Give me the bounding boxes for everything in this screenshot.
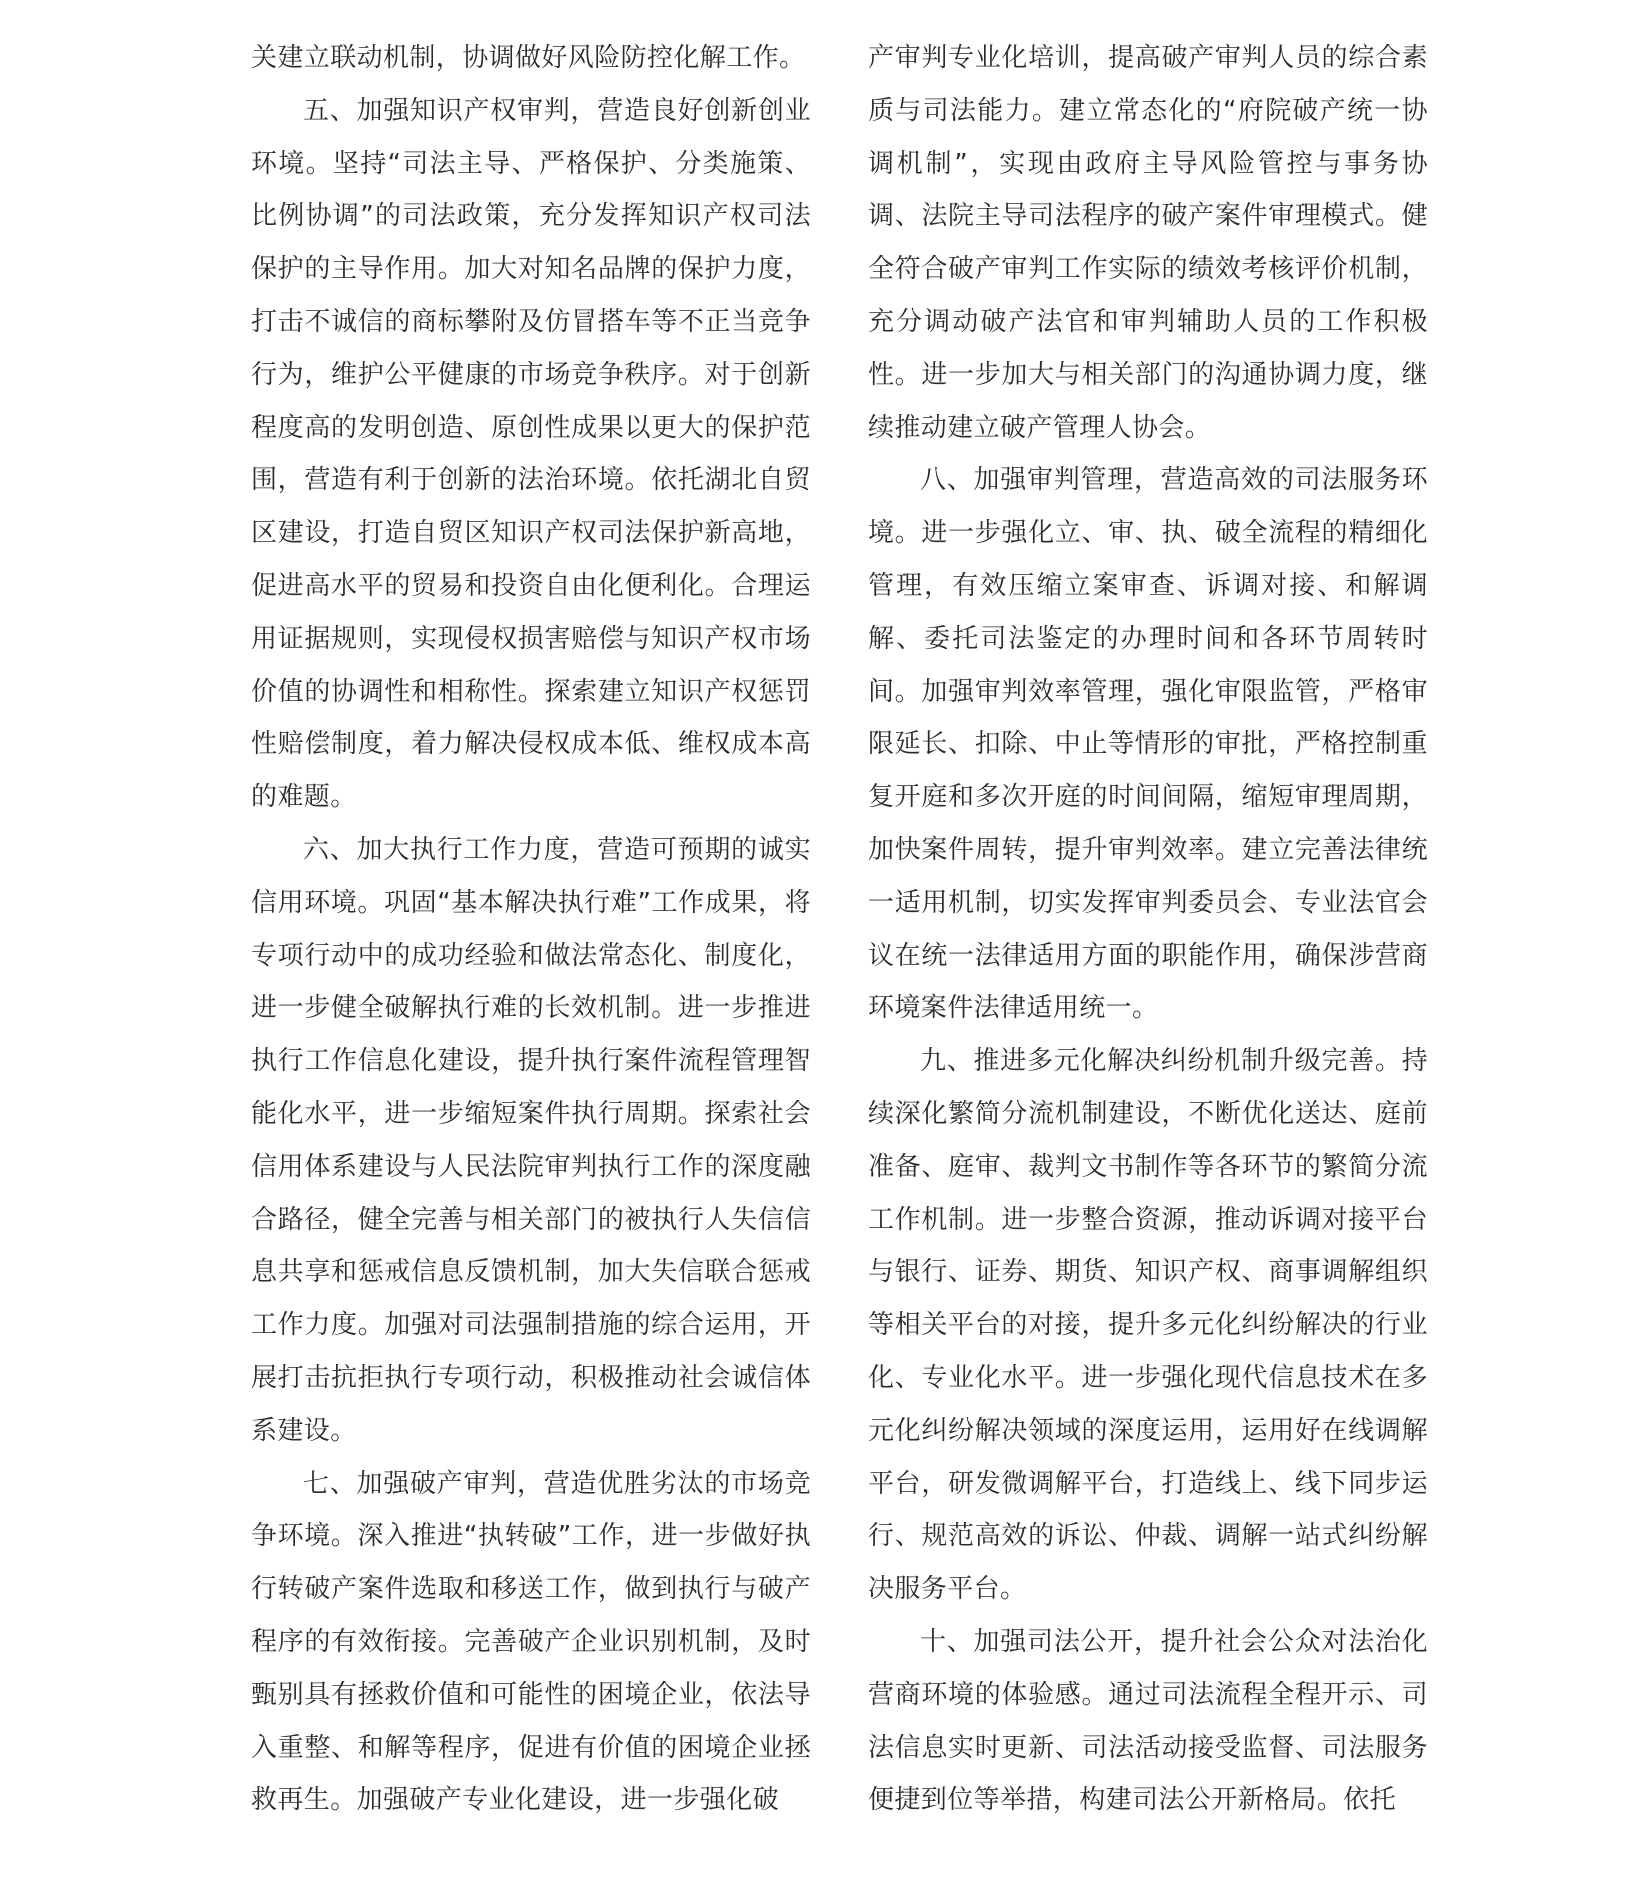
paragraph-section-5: 五、加强知识产权审判，营造良好创新创业环境。坚持“司法主导、严格保护、分类施策、比例协调”的司法政策，充分发挥知识产权司法保护的主导作用。加大对知名品牌的保护力度，打击不诚信的商标攀附及仿冒搭车等不正当竞争行为，维护公平健康的市场竞争秩序。对于创新程度高的发明创造、原创性成果以更大的保护范围，营造有利于创新的法治环境。依托湖北自贸区建设，打造自贸区知识产权司法保护新高地，促进高水平的贸易和投资自由化便利化。合理运用证据规则，实现侵权损害赔偿与知识产权市场价值的协调性和相称性。探索建立知识产权惩罚性赔偿制度，着力解决侵权成本低、维权成本高的难题。 bbox=[251, 95, 811, 813]
paragraph-section-8: 八、加强审判管理，营造高效的司法服务环境。进一步强化立、审、执、破全流程的精细化管理，有效压缩立案审查、诉调对接、和解调解、委托司法鉴定的办理时间和各环节周转时间。加强审判效率管理，强化审限监管，严格审限延长、扣除、中止等情形的审批，严格控制重复开庭和多次开庭的时间间隔，缩短审理周期，加快案件周转，提升审判效率。建立完善法律统一适用机制，切实发挥审判委员会、专业法官会议在统一法律适用方面的职能作用，确保涉营商环境案件法律适用统一。 bbox=[868, 465, 1428, 1024]
paragraph-section-6: 六、加大执行工作力度，营造可预期的诚实信用环境。巩固“基本解决执行难”工作成果，将专项行动中的成功经验和做法常态化、制度化，进一步健全破解执行难的长效机制。进一步推进执行工作信息化建设，提升执行案件流程管理智能化水平，进一步缩短案件执行周期。探索社会信用体系建设与人民法院审判执行工作的深度融合路径，健全完善与相关部门的被执行人失信信息共享和惩戒信息反馈机制，加大失信联合惩戒工作力度。加强对司法强制措施的综合运用，开展打击抗拒执行专项行动，积极推动社会诚信体系建设。 bbox=[251, 834, 811, 1446]
paragraph-section-10: 十、加强司法公开，提升社会公众对法治化营商环境的体验感。通过司法流程全程开示、司法信息实时更新、司法活动接受监督、司法服务便捷到位等举措，构建司法公开新格局。依托 bbox=[868, 1626, 1428, 1816]
left-column bbox=[251, 32, 811, 1827]
paragraph-continuation-right: 产审判专业化培训，提高破产审判人员的综合素质与司法能力。建立常态化的“府院破产统一协调机制”，实现由政府主导风险管控与事务协调、法院主导司法程序的破产案件审理模式。健全符合破产审判工作实际的绩效考核评价机制，充分调动破产法官和审判辅助人员的工作积极性。进一步加大与相关部门的沟通协调力度，继续推动建立破产管理人协会。 bbox=[868, 43, 1428, 443]
right-column bbox=[868, 32, 1428, 1827]
paragraph-section-9: 九、推进多元化解决纠纷机制升级完善。持续深化繁简分流机制建设，不断优化送达、庭前准备、庭审、裁判文书制作等各环节的繁简分流工作机制。进一步整合资源，推动诉调对接平台与银行、证券、期货、知识产权、商事调解组织等相关平台的对接，提升多元化纠纷解决的行业化、专业化水平。进一步强化现代信息技术在多元化纠纷解决领域的深度运用，运用好在线调解平台，研发微调解平台，打造线上、线下同步运行、规范高效的诉讼、仲裁、调解一站式纠纷解决服务平台。 bbox=[868, 1046, 1428, 1605]
paragraph-section-7: 七、加强破产审判，营造优胜劣汰的市场竞争环境。深入推进“执转破”工作，进一步做好执行转破产案件选取和移送工作，做到执行与破产程序的有效衔接。完善破产企业识别机制，及时甄别具有拯救价值和可能性的困境企业，依法导入重整、和解等程序，促进有价值的困境企业拯救再生。加强破产专业化建设，进一步强化破 bbox=[251, 1468, 811, 1816]
paragraph-continuation-left: 关建立联动机制，协调做好风险防控化解工作。 bbox=[251, 43, 806, 73]
